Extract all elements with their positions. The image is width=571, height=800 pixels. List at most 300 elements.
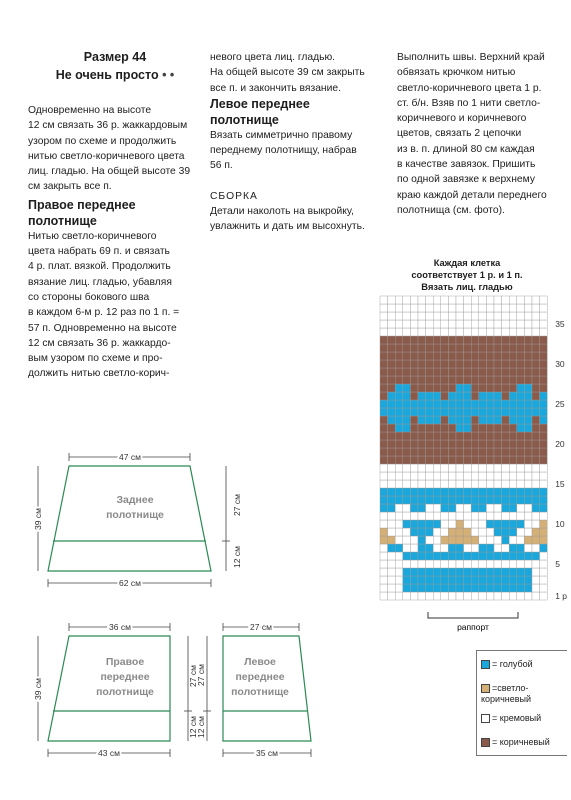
chart-cell — [486, 560, 494, 568]
size-title: Размер 44 — [83, 50, 147, 64]
chart-cell — [380, 328, 388, 336]
chart-cell — [524, 504, 532, 512]
chart-cell — [456, 464, 464, 472]
chart-cell — [418, 296, 426, 304]
chart-cell — [410, 520, 418, 528]
chart-cell — [433, 520, 441, 528]
text-line: в каждом 6-м р. 12 раз по 1 п. = — [28, 307, 180, 319]
chart-cell — [486, 480, 494, 488]
chart-cell — [517, 568, 525, 576]
chart-cell — [380, 320, 388, 328]
chart-cell — [410, 560, 418, 568]
chart-cell — [509, 488, 517, 496]
chart-cell — [479, 296, 487, 304]
chart-cell — [509, 400, 517, 408]
chart-cell — [464, 560, 472, 568]
text-line: 4 р. плат. вязкой. Продолжить — [28, 261, 171, 273]
chart-cell — [509, 504, 517, 512]
chart-cell — [494, 512, 502, 520]
chart-cell — [403, 328, 411, 336]
chart-cell — [532, 392, 540, 400]
chart-cell — [509, 512, 517, 520]
label-line: полотнище — [231, 686, 289, 698]
chart-cell — [388, 552, 396, 560]
chart-cell — [426, 344, 434, 352]
chart-cell — [532, 504, 540, 512]
chart-cell — [380, 560, 388, 568]
chart-cell — [448, 480, 456, 488]
chart-cell — [388, 592, 396, 600]
chart-cell — [524, 352, 532, 360]
back-lower-label: 12 см — [232, 546, 242, 568]
chart-cell — [426, 504, 434, 512]
chart-cell — [456, 304, 464, 312]
text-line: лиц. гладью. На общей высоте 39 — [28, 166, 191, 178]
chart-cell — [486, 512, 494, 520]
chart-cell — [464, 360, 472, 368]
chart-cell — [532, 576, 540, 584]
chart-cell — [395, 592, 403, 600]
chart-cell — [410, 512, 418, 520]
chart-cell — [471, 328, 479, 336]
chart-cell — [494, 568, 502, 576]
chart-cell — [502, 336, 510, 344]
back-bottom-dimension — [48, 578, 211, 588]
chart-cell — [395, 520, 403, 528]
chart-cell — [388, 376, 396, 384]
chart-cell — [426, 528, 434, 536]
chart-cell — [456, 392, 464, 400]
chart-cell — [441, 456, 449, 464]
chart-cells — [380, 296, 547, 600]
chart-cell — [479, 344, 487, 352]
swatch-blue — [481, 660, 490, 669]
chart-cell — [532, 304, 540, 312]
chart-cell — [456, 448, 464, 456]
chart-cell — [433, 464, 441, 472]
chart-cell — [388, 472, 396, 480]
chart-cell — [388, 464, 396, 472]
chart-cell — [471, 320, 479, 328]
chart-cell — [410, 408, 418, 416]
difficulty-marks: • • — [162, 68, 175, 82]
chart-cell — [426, 520, 434, 528]
chart-cell — [441, 368, 449, 376]
chart-cell — [509, 368, 517, 376]
chart-cell — [448, 312, 456, 320]
chart-cell — [517, 312, 525, 320]
chart-cell — [395, 568, 403, 576]
chart-cell — [532, 536, 540, 544]
chart-cell — [456, 568, 464, 576]
chart-cell — [448, 520, 456, 528]
chart-cell — [540, 376, 548, 384]
chart-cell — [479, 448, 487, 456]
chart-cell — [494, 392, 502, 400]
chart-cell — [532, 408, 540, 416]
chart-cell — [524, 528, 532, 536]
chart-cell — [471, 448, 479, 456]
chart-cell — [395, 504, 403, 512]
chart-cell — [479, 312, 487, 320]
chart-cell — [479, 328, 487, 336]
chart-cell — [403, 560, 411, 568]
text-line: цветов, связать 2 цепочки — [397, 128, 522, 140]
chart-cell — [540, 472, 548, 480]
chart-cell — [426, 432, 434, 440]
back-height-dimension — [33, 466, 43, 571]
chart-cell — [532, 432, 540, 440]
chart-cell — [471, 376, 479, 384]
chart-cell — [532, 424, 540, 432]
legend-item-cream — [481, 713, 541, 724]
lf-bottom-dimension — [223, 748, 311, 758]
chart-cell — [388, 400, 396, 408]
chart-cell — [486, 528, 494, 536]
chart-cell — [448, 360, 456, 368]
caption-line: соответствует 1 р. и 1 п. — [411, 270, 523, 280]
chart-cell — [509, 472, 517, 480]
chart-cell — [464, 448, 472, 456]
chart-cell — [426, 464, 434, 472]
chart-cell — [388, 384, 396, 392]
chart-cell — [532, 528, 540, 536]
back-top-dimension — [69, 452, 190, 462]
chart-cell — [395, 576, 403, 584]
chart-cell — [456, 512, 464, 520]
chart-cell — [388, 296, 396, 304]
row-number: 25 — [555, 399, 565, 409]
chart-cell — [380, 520, 388, 528]
back-right-dimensions — [222, 466, 242, 571]
chart-cell — [395, 464, 403, 472]
chart-cell — [441, 576, 449, 584]
chart-cell — [479, 336, 487, 344]
chart-cell — [410, 496, 418, 504]
left-front-label — [215, 655, 305, 700]
chart-cell — [380, 480, 388, 488]
chart-cell — [509, 328, 517, 336]
chart-cell — [426, 512, 434, 520]
chart-cell — [380, 408, 388, 416]
chart-cell — [388, 560, 396, 568]
chart-cell — [380, 504, 388, 512]
chart-cell — [441, 568, 449, 576]
lf-top-label: 27 см — [250, 622, 272, 632]
chart-cell — [403, 448, 411, 456]
chart-cell — [433, 592, 441, 600]
chart-cell — [448, 424, 456, 432]
chart-cell — [433, 528, 441, 536]
chart-cell — [494, 336, 502, 344]
chart-cell — [388, 512, 396, 520]
chart-cell — [464, 536, 472, 544]
chart-cell — [433, 392, 441, 400]
label-line: полотнище — [106, 509, 164, 521]
chart-cell — [494, 472, 502, 480]
chart-cell — [479, 304, 487, 312]
chart-cell — [524, 520, 532, 528]
chart-cell — [524, 440, 532, 448]
chart-cell — [433, 584, 441, 592]
chart-cell — [479, 352, 487, 360]
chart-cell — [464, 424, 472, 432]
chart-cell — [471, 360, 479, 368]
chart-cell — [502, 544, 510, 552]
chart-cell — [403, 384, 411, 392]
chart-cell — [517, 424, 525, 432]
chart-cell — [456, 472, 464, 480]
chart-cell — [532, 376, 540, 384]
chart-cell — [433, 432, 441, 440]
chart-cell — [517, 488, 525, 496]
label-line: Левое — [244, 656, 276, 668]
chart-cell — [380, 440, 388, 448]
chart-cell — [418, 576, 426, 584]
chart-cell — [456, 528, 464, 536]
chart-cell — [502, 424, 510, 432]
chart-cell — [479, 408, 487, 416]
chart-cell — [540, 296, 548, 304]
text-line: краю каждой детали переднего — [397, 189, 547, 201]
chart-cell — [464, 352, 472, 360]
chart-cell — [433, 424, 441, 432]
chart-cell — [380, 448, 388, 456]
chart-cell — [540, 312, 548, 320]
chart-cell — [502, 576, 510, 584]
chart-cell — [403, 440, 411, 448]
chart-cell — [532, 384, 540, 392]
chart-cell — [532, 440, 540, 448]
chart-cell — [456, 488, 464, 496]
rf-top-dimension — [69, 622, 170, 632]
chart-cell — [410, 584, 418, 592]
chart-cell — [524, 416, 532, 424]
chart-cell — [464, 552, 472, 560]
chart-cell — [517, 400, 525, 408]
chart-cell — [433, 472, 441, 480]
chart-cell — [486, 408, 494, 416]
chart-cell — [395, 416, 403, 424]
chart-cell — [433, 384, 441, 392]
chart-cell — [403, 520, 411, 528]
text-line: Нитью светло-коричневого — [28, 230, 157, 242]
chart-cell — [486, 448, 494, 456]
chart-cell — [532, 352, 540, 360]
chart-cell — [464, 392, 472, 400]
left-front-heading: Левое переднее полотнище — [210, 96, 310, 127]
chart-cell — [395, 472, 403, 480]
chart-cell — [524, 360, 532, 368]
chart-cell — [426, 368, 434, 376]
chart-cell — [486, 296, 494, 304]
chart-cell — [388, 408, 396, 416]
chart-cell — [494, 296, 502, 304]
chart-cell — [448, 464, 456, 472]
chart-cell — [517, 360, 525, 368]
chart-cell — [380, 368, 388, 376]
chart-cell — [433, 456, 441, 464]
chart-cell — [517, 448, 525, 456]
chart-cell — [494, 504, 502, 512]
chart-cell — [509, 312, 517, 320]
chart-cell — [471, 312, 479, 320]
chart-cell — [395, 432, 403, 440]
chart-cell — [418, 504, 426, 512]
chart-cell — [388, 312, 396, 320]
chart-cell — [532, 296, 540, 304]
chart-cell — [502, 408, 510, 416]
chart-cell — [532, 368, 540, 376]
chart-cell — [479, 512, 487, 520]
chart-cell — [433, 552, 441, 560]
chart-cell — [418, 568, 426, 576]
chart-cell — [479, 368, 487, 376]
chart-cell — [418, 488, 426, 496]
chart-cell — [448, 368, 456, 376]
chart-cell — [448, 456, 456, 464]
chart-cell — [509, 376, 517, 384]
chart-cell — [448, 512, 456, 520]
chart-cell — [388, 440, 396, 448]
chart-cell — [388, 456, 396, 464]
chart-cell — [456, 328, 464, 336]
chart-cell — [464, 480, 472, 488]
caption-line: Вязать лиц. гладью — [421, 282, 513, 292]
chart-cell — [464, 344, 472, 352]
chart-cell — [540, 392, 548, 400]
chart-cell — [456, 496, 464, 504]
chart-cell — [494, 536, 502, 544]
chart-cell — [456, 432, 464, 440]
chart-cell — [410, 528, 418, 536]
chart-cell — [433, 400, 441, 408]
chart-cell — [540, 584, 548, 592]
chart-cell — [532, 552, 540, 560]
chart-cell — [441, 320, 449, 328]
chart-cell — [502, 296, 510, 304]
chart-cell — [517, 384, 525, 392]
chart-cell — [380, 296, 388, 304]
chart-cell — [433, 512, 441, 520]
chart-cell — [441, 528, 449, 536]
chart-cell — [517, 336, 525, 344]
chart-cell — [486, 416, 494, 424]
chart-cell — [471, 568, 479, 576]
chart-cell — [494, 440, 502, 448]
chart-cell — [388, 528, 396, 536]
chart-cell — [433, 336, 441, 344]
chart-cell — [448, 320, 456, 328]
chart-cell — [388, 424, 396, 432]
chart-cell — [380, 576, 388, 584]
chart-cell — [395, 336, 403, 344]
chart-cell — [509, 480, 517, 488]
chart-cell — [395, 584, 403, 592]
chart-cell — [388, 584, 396, 592]
chart-cell — [410, 424, 418, 432]
chart-cell — [418, 328, 426, 336]
chart-cell — [524, 488, 532, 496]
difficulty-text: Не очень просто — [55, 68, 159, 82]
chart-cell — [502, 328, 510, 336]
text-line: 12 см связать 36 р. жаккардовым — [28, 120, 188, 132]
chart-cell — [509, 352, 517, 360]
chart-cell — [524, 392, 532, 400]
chart-cell — [471, 552, 479, 560]
chart-cell — [388, 432, 396, 440]
chart-cell — [464, 408, 472, 416]
chart-cell — [403, 528, 411, 536]
legend-label: = коричневый — [492, 737, 550, 747]
chart-cell — [418, 560, 426, 568]
chart-cell — [448, 440, 456, 448]
chart-cell — [441, 504, 449, 512]
chart-cell — [502, 376, 510, 384]
chart-cell — [471, 504, 479, 512]
chart-cell — [532, 456, 540, 464]
chart-cell — [486, 464, 494, 472]
text-line: вязание лиц. гладью, убавляя — [28, 276, 172, 288]
chart-cell — [502, 384, 510, 392]
chart-cell — [441, 480, 449, 488]
chart-cell — [540, 592, 548, 600]
chart-cell — [517, 504, 525, 512]
chart-cell — [502, 456, 510, 464]
chart-cell — [410, 312, 418, 320]
text-line: 57 п. Одновременно на высоте — [28, 322, 177, 334]
chart-cell — [494, 328, 502, 336]
chart-cell — [517, 472, 525, 480]
chart-cell — [502, 592, 510, 600]
label-line: полотнище — [96, 686, 154, 698]
chart-cell — [441, 384, 449, 392]
chart-cell — [479, 576, 487, 584]
chart-cell — [418, 368, 426, 376]
chart-cell — [517, 328, 525, 336]
chart-caption — [377, 257, 557, 293]
chart-cell — [540, 304, 548, 312]
chart-cell — [410, 304, 418, 312]
chart-cell — [524, 480, 532, 488]
chart-cell — [494, 424, 502, 432]
chart-cell — [380, 456, 388, 464]
chart-cell — [479, 376, 487, 384]
chart-cell — [471, 480, 479, 488]
chart-cell — [471, 344, 479, 352]
chart-cell — [388, 392, 396, 400]
chart-cell — [532, 448, 540, 456]
chart-cell — [464, 440, 472, 448]
chart-cell — [540, 568, 548, 576]
chart-cell — [410, 488, 418, 496]
chart-cell — [410, 416, 418, 424]
chart-cell — [517, 528, 525, 536]
rf-height-label: 39 см — [33, 678, 43, 700]
chart-cell — [479, 520, 487, 528]
chart-cell — [540, 496, 548, 504]
text-line: Выполнить швы. Верхний край — [397, 52, 545, 63]
chart-cell — [532, 464, 540, 472]
chart-cell — [524, 544, 532, 552]
chart-cell — [479, 496, 487, 504]
chart-cell — [456, 440, 464, 448]
chart-cell — [403, 536, 411, 544]
chart-cell — [532, 360, 540, 368]
chart-cell — [479, 384, 487, 392]
chart-cell — [540, 576, 548, 584]
chart-cell — [540, 464, 548, 472]
